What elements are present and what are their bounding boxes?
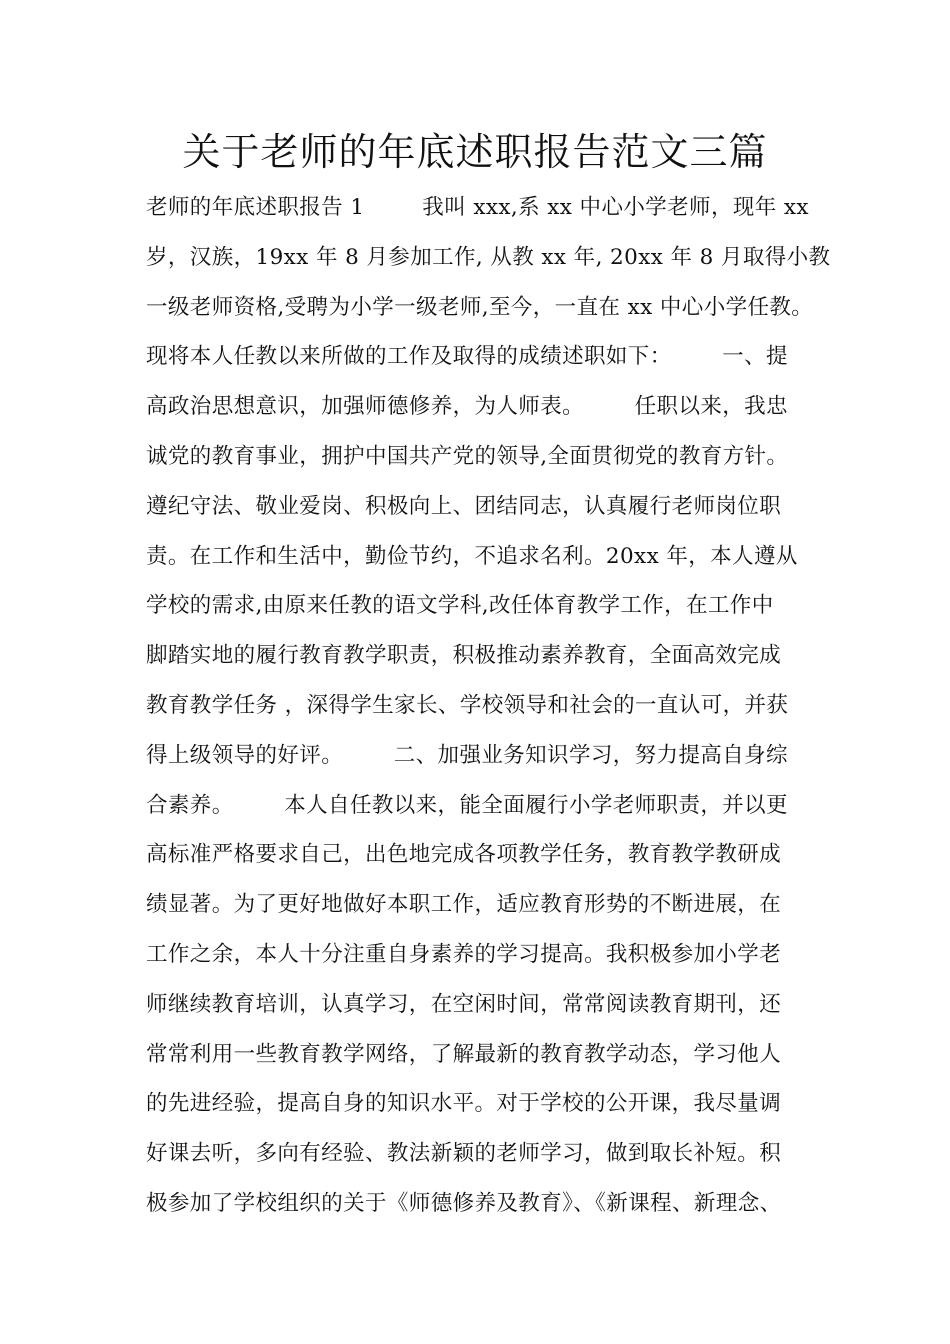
body-line: 工作之余，本人十分注重自身素养的学习提高。我积极参加小学老	[146, 941, 782, 967]
body-line: 高标准严格要求自己，出色地完成各项教学任务，教育教学教研成	[146, 842, 782, 868]
body-line: 师继续教育培训，认真学习，在空闲时间，常常阅读教育期刊，还	[146, 991, 782, 1017]
body-line: 好课去听，多向有经验、教法新颖的老师学习，做到取长补短。积	[146, 1141, 782, 1167]
body-line: 的先进经验，提高自身的知识水平。对于学校的公开课，我尽量调	[146, 1091, 782, 1117]
body-line: 遵纪守法、敬业爱岗、积极向上、团结同志，认真履行老师岗位职	[146, 493, 782, 519]
body-line: 一级老师资格,受聘为小学一级老师,至今，一直在 xx 中心小学任教。	[146, 294, 814, 320]
body-line: 诚党的教育事业，拥护中国共产党的领导,全面贯彻党的教育方针。	[146, 443, 789, 469]
body-line: 得上级领导的好评。 二、加强业务知识学习，努力提高自身综	[146, 742, 788, 768]
body-line: 极参加了学校组织的关于《师德修养及教育》、《新课程、新理念、	[146, 1190, 782, 1216]
body-line: 老师的年底述职报告 1 我叫 xxx,系 xx 中心小学老师，现年 xx	[146, 195, 809, 220]
body-line: 教育教学任务 ，深得学生家长、学校领导和社会的一直认可，并获	[146, 692, 789, 718]
document-title: 关于老师的年底述职报告范文三篇	[182, 130, 768, 174]
body-line: 学校的需求,由原来任教的语文学科,改任体育教学工作，在工作中	[146, 593, 774, 619]
body-line: 岁，汉族，19xx 年 8 月参加工作, 从教 xx 年, 20xx 年 8 月取得小教	[146, 244, 831, 270]
body-line: 高政治思想意识，加强师德修养，为人师表。 任职以来，我忠	[146, 394, 788, 420]
body-line: 常常利用一些教育教学网络，了解最新的教育教学动态，学习他人	[146, 1041, 782, 1067]
body-line: 责。在工作和生活中，勤俭节约，不追求名利。20xx 年，本人遵从	[146, 543, 798, 569]
document-body	[146, 183, 836, 1229]
body-line: 绩显著。为了更好地做好本职工作，适应教育形势的不断进展，在	[146, 892, 782, 918]
body-line: 现将本人任教以来所做的工作及取得的成绩述职如下： 一、提	[146, 344, 788, 370]
body-line: 合素养。 本人自任教以来，能全面履行小学老师职责，并以更	[146, 792, 788, 818]
body-line: 脚踏实地的履行教育教学职责，积极推动素养教育，全面高效完成	[146, 643, 782, 669]
